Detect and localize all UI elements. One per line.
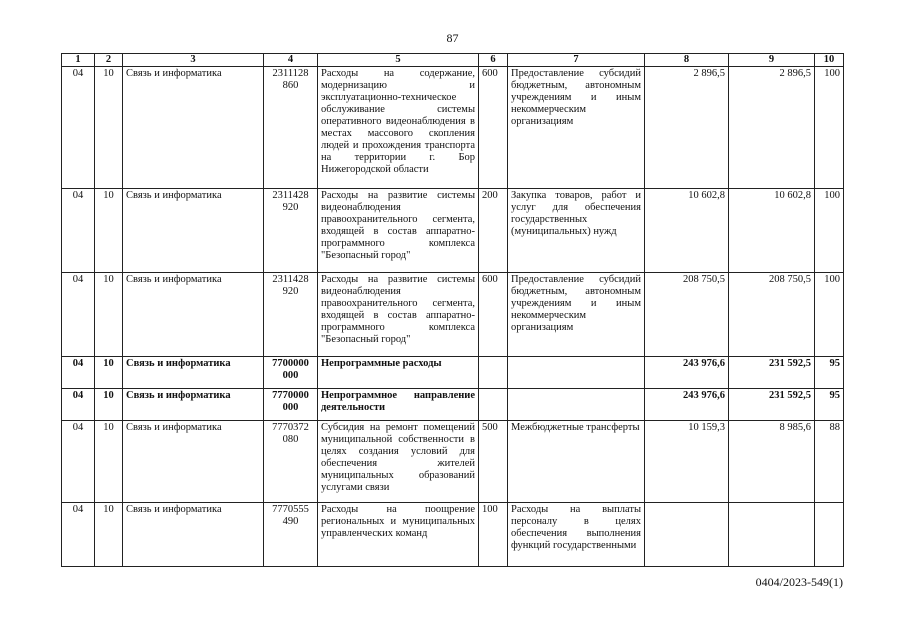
target-article-code-cell: 2311428 920 (264, 273, 318, 357)
target-article-code-cell: 2311128 860 (264, 67, 318, 189)
expense-type-code-cell: 500 (479, 421, 508, 503)
executed-amount-cell: 8 985,6 (729, 421, 815, 503)
section-code-cell: 04 (62, 189, 95, 273)
subsection-name-cell: Связь и информатика (123, 273, 264, 357)
expense-description-cell: Расходы на поощрение региональных и муниципальных управленческих команд (318, 503, 479, 567)
expense-description-cell: Непрограммное направление деятельности (318, 389, 479, 421)
expense-type-code-cell: 100 (479, 503, 508, 567)
execution-percent-cell: 100 (815, 67, 844, 189)
section-code-cell: 04 (62, 67, 95, 189)
execution-percent-cell: 100 (815, 273, 844, 357)
executed-amount-cell (729, 503, 815, 567)
table-row (62, 503, 844, 567)
column-header-7: 7 (508, 54, 645, 67)
execution-percent-cell: 95 (815, 357, 844, 389)
execution-percent-cell (815, 503, 844, 567)
subsection-name-cell: Связь и информатика (123, 357, 264, 389)
expense-type-name-cell (508, 357, 645, 389)
table-body (62, 67, 844, 567)
table-row (62, 357, 844, 389)
planned-amount-cell: 10 602,8 (645, 189, 729, 273)
subsection-name-cell: Связь и информатика (123, 389, 264, 421)
section-code-cell: 04 (62, 503, 95, 567)
column-header-9: 9 (729, 54, 815, 67)
target-article-code-cell: 7770555 490 (264, 503, 318, 567)
expense-description-cell: Расходы на развитие системы видеонаблюдения правоохранительного сегмента, входящей в состав аппаратно-программного комплекса "Безопасный город" (318, 273, 479, 357)
subsection-name-cell: Связь и информатика (123, 421, 264, 503)
column-header-4: 4 (264, 54, 318, 67)
expense-description-cell: Субсидия на ремонт помещений муниципальной собственности в целях создания условий для обеспечения жителей муниципальных образований услугами связи (318, 421, 479, 503)
column-header-2: 2 (95, 54, 123, 67)
planned-amount-cell: 243 976,6 (645, 389, 729, 421)
column-header-5: 5 (318, 54, 479, 67)
expense-type-code-cell (479, 389, 508, 421)
subsection-code-cell: 10 (95, 357, 123, 389)
subsection-code-cell: 10 (95, 421, 123, 503)
expense-type-name-cell: Предоставление субсидий бюджетным, автономным учреждениям и иным некоммерческим организациям (508, 273, 645, 357)
subsection-name-cell: Связь и информатика (123, 67, 264, 189)
table-row (62, 67, 844, 189)
executed-amount-cell: 231 592,5 (729, 357, 815, 389)
subsection-code-cell: 10 (95, 189, 123, 273)
column-header-10: 10 (815, 54, 844, 67)
column-header-3: 3 (123, 54, 264, 67)
expense-type-code-cell: 600 (479, 67, 508, 189)
expense-type-name-cell: Закупка товаров, работ и услуг для обеспечения государственных (муниципальных) нужд (508, 189, 645, 273)
budget-table (61, 53, 844, 567)
target-article-code-cell: 7700000 000 (264, 357, 318, 389)
executed-amount-cell: 231 592,5 (729, 389, 815, 421)
section-code-cell: 04 (62, 273, 95, 357)
document-code: 0404/2023-549(1) (755, 575, 843, 589)
expense-type-name-cell: Предоставление субсидий бюджетным, автономным учреждениям и иным некоммерческим организациям (508, 67, 645, 189)
expense-description-cell: Расходы на развитие системы видеонаблюдения правоохранительного сегмента, входящей в состав аппаратно-программного комплекса "Безопасный город" (318, 189, 479, 273)
expense-type-name-cell: Расходы на выплаты персоналу в целях обеспечения выполнения функций государственными (508, 503, 645, 567)
table-row (62, 273, 844, 357)
expense-description-cell: Непрограммные расходы (318, 357, 479, 389)
planned-amount-cell: 243 976,6 (645, 357, 729, 389)
subsection-code-cell: 10 (95, 503, 123, 567)
target-article-code-cell: 7770372 080 (264, 421, 318, 503)
expense-type-code-cell: 200 (479, 189, 508, 273)
executed-amount-cell: 208 750,5 (729, 273, 815, 357)
section-code-cell: 04 (62, 421, 95, 503)
execution-percent-cell: 95 (815, 389, 844, 421)
table-row (62, 189, 844, 273)
expense-description-cell: Расходы на содержание, модернизацию и эксплуатационно-техническое обслуживание системы оперативного видеонаблюдения в местах массового скопления людей и прохождения транспорта на территории г. Бор Нижегородской области (318, 67, 479, 189)
execution-percent-cell: 88 (815, 421, 844, 503)
executed-amount-cell: 10 602,8 (729, 189, 815, 273)
column-header-1: 1 (62, 54, 95, 67)
subsection-code-cell: 10 (95, 389, 123, 421)
execution-percent-cell: 100 (815, 189, 844, 273)
planned-amount-cell (645, 503, 729, 567)
column-header-6: 6 (479, 54, 508, 67)
subsection-code-cell: 10 (95, 273, 123, 357)
page-number: 87 (446, 31, 459, 45)
section-code-cell: 04 (62, 389, 95, 421)
expense-type-name-cell (508, 389, 645, 421)
table-row (62, 421, 844, 503)
executed-amount-cell: 2 896,5 (729, 67, 815, 189)
planned-amount-cell: 2 896,5 (645, 67, 729, 189)
table-row (62, 389, 844, 421)
subsection-name-cell: Связь и информатика (123, 503, 264, 567)
column-header-8: 8 (645, 54, 729, 67)
target-article-code-cell: 7770000 000 (264, 389, 318, 421)
expense-type-code-cell: 600 (479, 273, 508, 357)
planned-amount-cell: 10 159,3 (645, 421, 729, 503)
expense-type-code-cell (479, 357, 508, 389)
subsection-code-cell: 10 (95, 67, 123, 189)
section-code-cell: 04 (62, 357, 95, 389)
header-row (62, 54, 844, 67)
target-article-code-cell: 2311428 920 (264, 189, 318, 273)
planned-amount-cell: 208 750,5 (645, 273, 729, 357)
subsection-name-cell: Связь и информатика (123, 189, 264, 273)
expense-type-name-cell: Межбюджетные трансферты (508, 421, 645, 503)
